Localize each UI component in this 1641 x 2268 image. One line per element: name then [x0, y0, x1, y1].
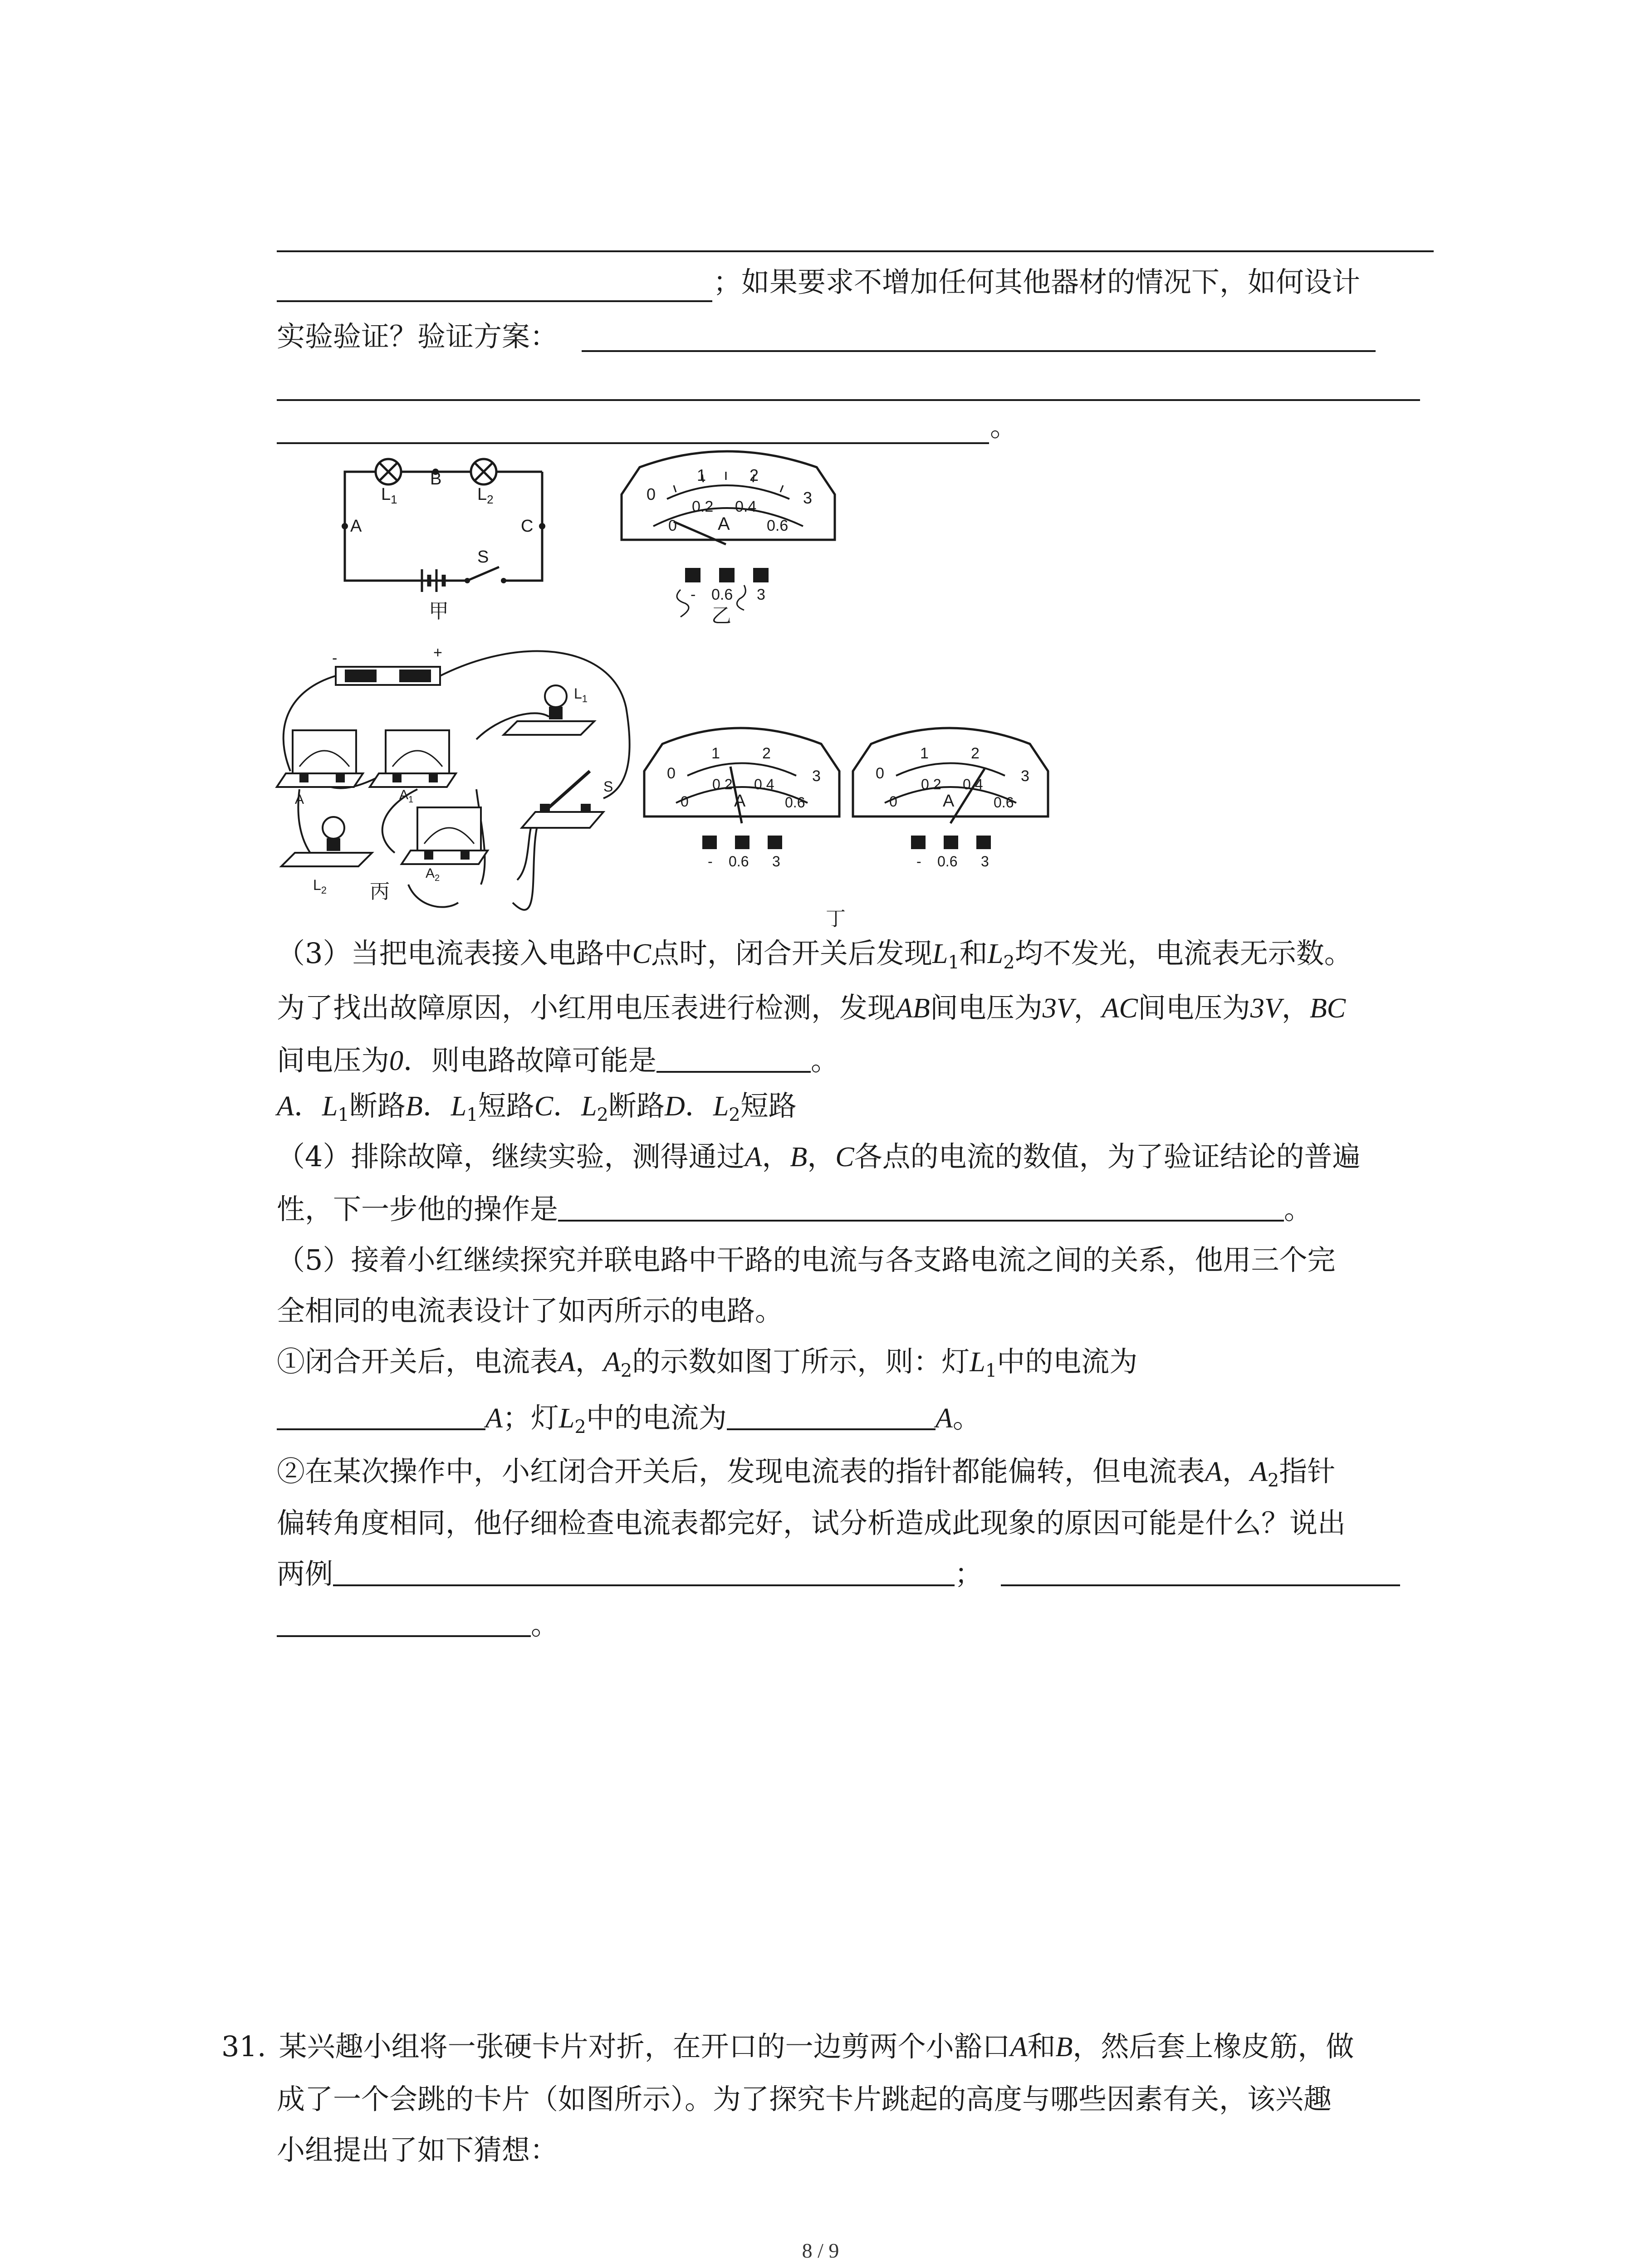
figure-caption-ding: 丁	[826, 907, 846, 930]
q31-line-3: 小组提出了如下猜想：	[277, 2133, 558, 2166]
answer-blank	[656, 1045, 811, 1073]
q4-line-2: 性，下一步他的操作是 。	[277, 1193, 1313, 1226]
battery-minus-label: -	[332, 650, 338, 667]
q5-line-7: 两例 ；	[277, 1556, 1400, 1592]
battery-plus-label: +	[433, 644, 442, 661]
label-switch-s: S	[477, 547, 489, 567]
label-point-b: B	[430, 469, 442, 489]
scale-label: 0.4	[735, 498, 757, 515]
meter-unit: A	[734, 792, 746, 811]
scale-label: 0.2	[692, 498, 714, 515]
q5-line-5: ②在某次操作中，小红闭合开关后，发现电流表的指针都能偏转，但电流表A，$A_2$指针	[277, 1455, 1336, 1491]
scale-label: 2	[749, 466, 759, 484]
meter-label-a1: $A_1$	[399, 787, 414, 805]
scale-label: 0.4	[963, 776, 983, 792]
terminal-label: 0.6	[729, 853, 749, 870]
figure-caption-bing: 丙	[370, 880, 390, 903]
text-span: 实验验证？验证方案：	[277, 320, 558, 353]
q5-line-3: ①闭合开关后，电流表A，$A_2$的示数如图丁所示，则：灯$L_1$中的电流为	[277, 1345, 1138, 1381]
q3-options: A．$L_1$断路B．$L_1$短路C．$L_2$断路D．$L_2$短路	[277, 1089, 797, 1125]
terminal-label: -	[691, 586, 696, 603]
q3-line-2: 为了找出故障原因，小红用电压表进行检测，发现AB间电压为3V，AC间电压为3V，BC	[277, 991, 1346, 1024]
label-L1: $L_1$	[381, 485, 397, 506]
terminal-label: -	[916, 853, 921, 870]
label-point-a: A	[350, 517, 362, 536]
terminal-label: 3	[772, 853, 780, 870]
q3-line-3: 间电压为0．则电路故障可能是 。	[277, 1044, 839, 1077]
label-L2: $L_2$	[313, 877, 327, 896]
text-span: ；如果要求不增加任何其他器材的情况下，如何设计	[713, 265, 1361, 298]
q5-line-8: 。	[277, 1607, 559, 1643]
terminal-label: 0.6	[711, 586, 733, 603]
figure-caption-jia: 甲	[429, 600, 449, 623]
meter-unit: A	[718, 514, 730, 534]
text-span: 。	[990, 410, 1019, 443]
label-point-c: C	[521, 517, 534, 536]
scale-label: 0	[647, 485, 656, 503]
answer-blank	[727, 1402, 936, 1430]
q4-line-1: （4）排除故障，继续实验，测得通过A，B，C各点的电流的数值，为了验证结论的普遍	[277, 1140, 1361, 1173]
q3-line-1: （3）当把电流表接入电路中C点时，闭合开关后发现$L_1$和$L_2$均不发光，电流表无示数。	[277, 937, 1352, 973]
scale-label: 0.2	[921, 776, 941, 792]
scale-label: 3	[812, 767, 821, 785]
scale-label: 1	[711, 745, 720, 762]
scale-label: 3	[803, 489, 813, 507]
scale-label: 0	[667, 765, 676, 782]
label-L1: $L_1$	[574, 685, 588, 704]
scale-label: 0	[889, 793, 897, 810]
scale-label: 0.4	[754, 776, 774, 792]
scale-label: 1	[697, 466, 706, 484]
page-number: 8 / 9	[802, 2239, 839, 2262]
answer-blank	[1001, 1558, 1400, 1586]
scale-label: 0.6	[767, 517, 789, 534]
scale-label: 0	[876, 765, 884, 782]
scale-label: 3	[1021, 767, 1029, 785]
answer-blank	[558, 1193, 1284, 1222]
q5-line-4: A；灯$L_2$中的电流为 A。	[277, 1400, 981, 1445]
answer-blank	[333, 1558, 955, 1586]
meter-unit: A	[943, 792, 955, 811]
label-switch-s: S	[603, 778, 613, 795]
meter-label-a2: $A_2$	[426, 866, 440, 883]
answer-blank	[277, 1402, 485, 1430]
terminal-label: 3	[981, 853, 989, 870]
label-L2: $L_2$	[477, 485, 494, 506]
scale-label: 2	[971, 745, 980, 762]
scale-label: 0	[681, 793, 689, 810]
scale-label: 1	[920, 745, 929, 762]
terminal-label: 3	[757, 586, 765, 603]
answer-blank	[277, 1609, 531, 1637]
q5-line-6: 偏转角度相同，他仔细检查电流表都完好，试分析造成此现象的原因可能是什么？说出	[277, 1506, 1346, 1540]
terminal-label: 0.6	[937, 853, 958, 870]
q31-line-2: 成了一个会跳的卡片（如图所示）。为了探究卡片跳起的高度与哪些因素有关，该兴趣	[277, 2082, 1332, 2116]
terminal-label: -	[708, 853, 713, 870]
scale-label: 0.2	[712, 776, 733, 792]
scale-label: 0.6	[994, 794, 1014, 811]
q31-line-1: 31. 某兴趣小组将一张硬卡片对折，在开口的一边剪两个小豁口A和B，然后套上橡皮筋，做	[221, 2030, 1354, 2063]
q5-line-2: 全相同的电流表设计了如丙所示的电路。	[277, 1294, 784, 1327]
meter-label-a: A	[295, 792, 304, 807]
figure-caption-yi: 乙	[711, 604, 731, 627]
scale-label: 2	[762, 745, 771, 762]
scale-label: 0.6	[785, 794, 805, 811]
scale-label: 0	[668, 517, 677, 534]
q5-line-1: （5）接着小红继续探究并联电路中干路的电流与各支路电流之间的关系，他用三个完	[277, 1243, 1336, 1276]
